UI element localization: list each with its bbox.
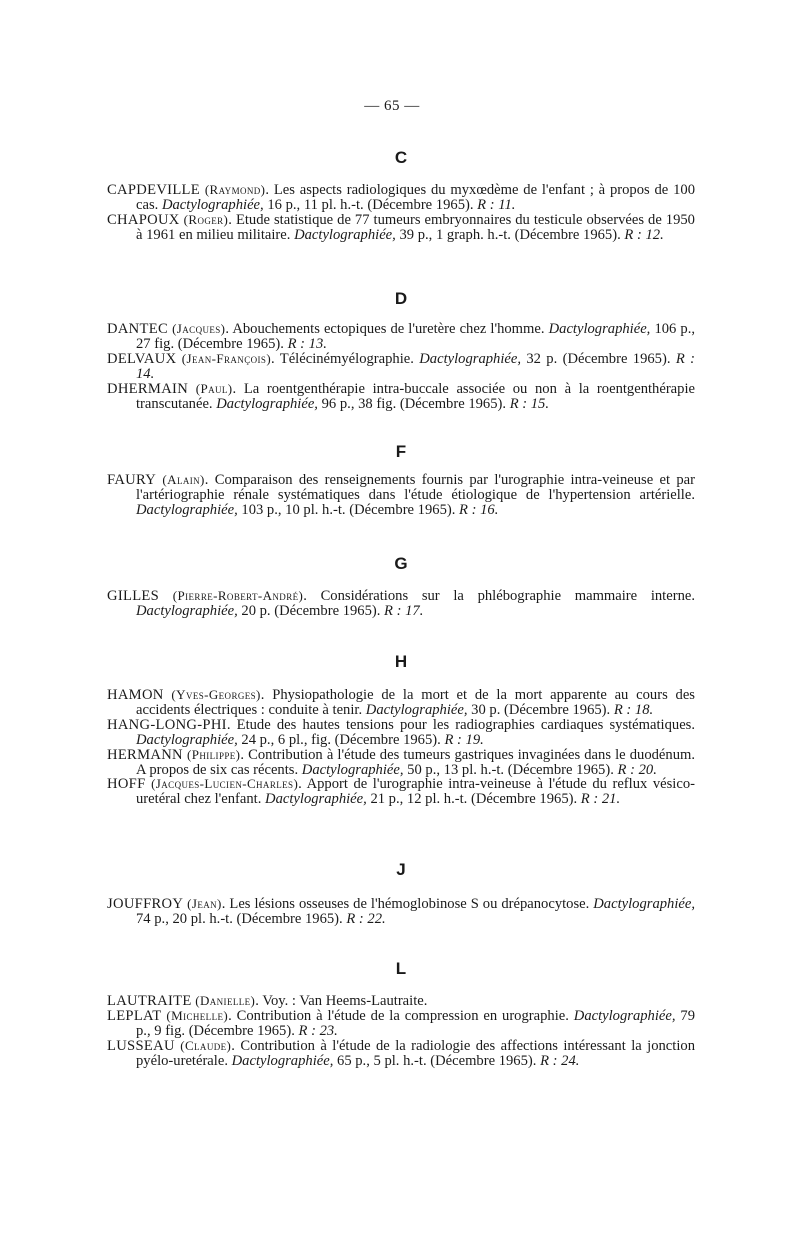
section-letter-l: L [395,959,407,978]
list-item [107,994,695,1009]
entry-title: . La roentgenthérapie intra-buccale associée ou non à la roentgenthérapie transcutanée. [136,380,695,412]
entry-title: . Contribution à l'étude de la compression en urographie. [228,1007,569,1024]
entry-title: . Voy. : Van Heems-Lautraite. [255,993,428,1009]
entry-author: LUSSEAU [107,1037,175,1054]
list-item [107,589,695,619]
entry-title: . Comparaison des renseignements fournis par l'urographie intra-veineuse et par l'artériographie rénale systématiques dans l'étude étiologique de l'hypertension artérielle. [136,472,695,503]
section-g [107,589,695,619]
entry-title: . Physiopathologie de la mort et de la mort apparente au cours des accidents électriques : conduite à tenir. [136,687,695,718]
list-item [107,718,695,748]
section-letter-c: C [394,148,408,167]
entry-publication: Dactylographiée, [301,761,404,778]
section-d [107,322,695,411]
section-letter-f: F [395,442,407,461]
list-item [107,748,695,778]
entry-author: CAPDEVILLE [107,182,200,198]
list-item [107,183,695,213]
entry-title: . Etude des hautes tensions pour les radiographies cardiaques systématiques. [226,716,695,733]
entry-publication: Dactylographiée, [365,701,468,718]
entry-author: HAMON [107,687,164,703]
entry-details: 39 p., 1 graph. h.-t. (Décembre 1965). [399,226,621,243]
section-letter-h: H [394,652,408,671]
entry-given-name: (Jacques-Lucien-Charles) [151,776,299,792]
entry-given-name: (Paul) [195,380,233,396]
entry-publication: Dactylographiée, [593,896,695,912]
entry-publication: Dactylographiée, [136,731,238,748]
list-item [107,1009,695,1039]
entry-author: HOFF [107,776,146,793]
entry-publication: Dactylographiée, [265,791,367,808]
entry-publication: Dactylographiée, [231,1052,334,1069]
entry-title: . Abouchements ectopiques de l'uretère chez l'homme. [225,321,545,337]
entry-author: GILLES [107,588,160,604]
entry-title: . Les lésions osseuses de l'hémoglobinose S ou drépanocytose. [221,896,590,912]
entry-publication: Dactylographiée, [294,226,396,243]
entry-details: 65 p., 5 pl. h.-t. (Décembre 1965). [337,1052,537,1069]
entry-given-name: (Danielle) [195,993,256,1008]
entry-title: . Les aspects radiologiques du myxœdème de l'enfant ; à propos de 100 cas. [136,182,695,213]
entry-given-name: (Claude) [180,1037,232,1053]
entry-title: . Contribution à l'étude des tumeurs gastriques invaginées dans le duodénum. A propos de six cas récents. [136,746,695,778]
entry-author: JOUFFROY [107,896,184,912]
list-item [107,352,695,382]
entry-given-name: (Roger) [183,211,229,227]
list-item [107,897,695,927]
entry-title: . Télécinémyélographie. [271,350,414,367]
entry-author: DELVAUX [107,350,177,367]
entry-given-name: (Jean) [187,896,222,911]
section-h [107,688,695,807]
section-letter-g: G [394,554,408,573]
list-item [107,213,695,243]
entry-title: . Etude statistique de 77 tumeurs embryonnaires du testicule observées de 1950 à 1961 en milieu militaire. [136,211,695,243]
entry-reference: R : 17. [384,602,424,619]
entry-given-name: (Michelle) [166,1007,229,1023]
entry-given-name: (Alain) [162,472,205,487]
entry-publication: Dactylographiée, [136,602,238,619]
entry-author: DHERMAIN [107,380,189,397]
entry-details: 79 p., 9 fig. (Décembre 1965). [136,1007,695,1039]
entry-details: 16 p., 11 pl. h.-t. (Décembre 1965). [267,196,474,213]
entry-author: CHAPOUX [107,211,180,228]
list-item [107,473,695,518]
entry-author: HERMANN [107,746,183,763]
entry-author: DANTEC [107,321,168,337]
entry-details: 30 p. (Décembre 1965). [471,701,611,718]
entry-details: 20 p. (Décembre 1965). [241,602,381,619]
section-l [107,994,695,1069]
entry-reference: R : 18. [613,701,654,718]
entry-publication: Dactylographiée, [419,350,521,367]
section-letter-d: D [394,289,408,308]
list-item [107,322,695,352]
entry-details: 96 p., 38 fig. (Décembre 1965). [321,395,507,412]
entry-details: 21 p., 12 pl. h.-t. (Décembre 1965). [370,791,578,808]
entry-author: LEPLAT [107,1007,162,1024]
list-item [107,777,695,807]
entry-publication: Dactylographiée, [161,196,264,213]
entry-title: . Apport de l'urographie intra-veineuse à l'étude du reflux vésico-uretéral chez l'enfant. [136,776,696,808]
entry-publication: Dactylographiée, [136,501,238,518]
entry-reference: R : 19. [444,731,484,748]
entry-given-name: (Jean-François) [181,350,272,366]
entry-reference: R : 21. [580,791,621,808]
entry-details: 24 p., 6 pl., fig. (Décembre 1965). [241,731,441,748]
entry-author: LAUTRAITE [107,993,192,1009]
entry-reference: R : 16. [459,501,499,518]
section-j [107,897,695,927]
entry-author: HANG-LONG-PHI [107,716,227,733]
entry-author: FAURY [107,472,157,488]
entry-given-name: (Raymond) [204,182,266,197]
entry-title: . Contribution à l'étude de la radiologie des affections intéressant la jonction pyélo-uretérale. [136,1037,695,1069]
entry-given-name: (Jacques) [172,321,226,336]
list-item [107,688,695,718]
entry-reference: R : 20. [617,761,657,778]
list-item [107,1039,695,1069]
page-number: — 65 — [364,98,420,114]
entry-reference: R : 11. [477,196,516,213]
entry-title: . Considérations sur la phlébographie mammaire interne. [303,588,695,604]
entry-reference: R : 15. [509,395,550,412]
section-f [107,473,695,518]
entry-reference: R : 22. [346,910,386,927]
entry-details: 103 p., 10 pl. h.-t. (Décembre 1965). [241,501,456,518]
entry-reference: R : 13. [287,335,327,352]
entry-details: 32 p. (Décembre 1965). [526,350,671,367]
entry-publication: Dactylographiée, [216,395,318,412]
section-c [107,183,695,243]
entry-reference: R : 14. [136,350,695,382]
entry-details: 74 p., 20 pl. h.-t. (Décembre 1965). [136,910,343,927]
entry-given-name: (Philippe) [187,746,241,762]
entry-given-name: (Pierre-Robert-André) [172,588,304,603]
entry-reference: R : 23. [298,1022,338,1039]
entry-publication: Dactylographiée, [573,1007,676,1024]
list-item [107,382,695,412]
entry-details: 50 p., 13 pl. h.-t. (Décembre 1965). [407,761,614,778]
entry-reference: R : 12. [624,226,664,243]
section-letter-j: J [396,860,406,879]
entry-given-name: (Yves-Georges) [171,687,261,702]
entry-publication: Dactylographiée, [548,321,651,337]
entry-reference: R : 24. [540,1052,580,1069]
entry-details: 106 p., 27 fig. (Décembre 1965). [136,321,696,352]
